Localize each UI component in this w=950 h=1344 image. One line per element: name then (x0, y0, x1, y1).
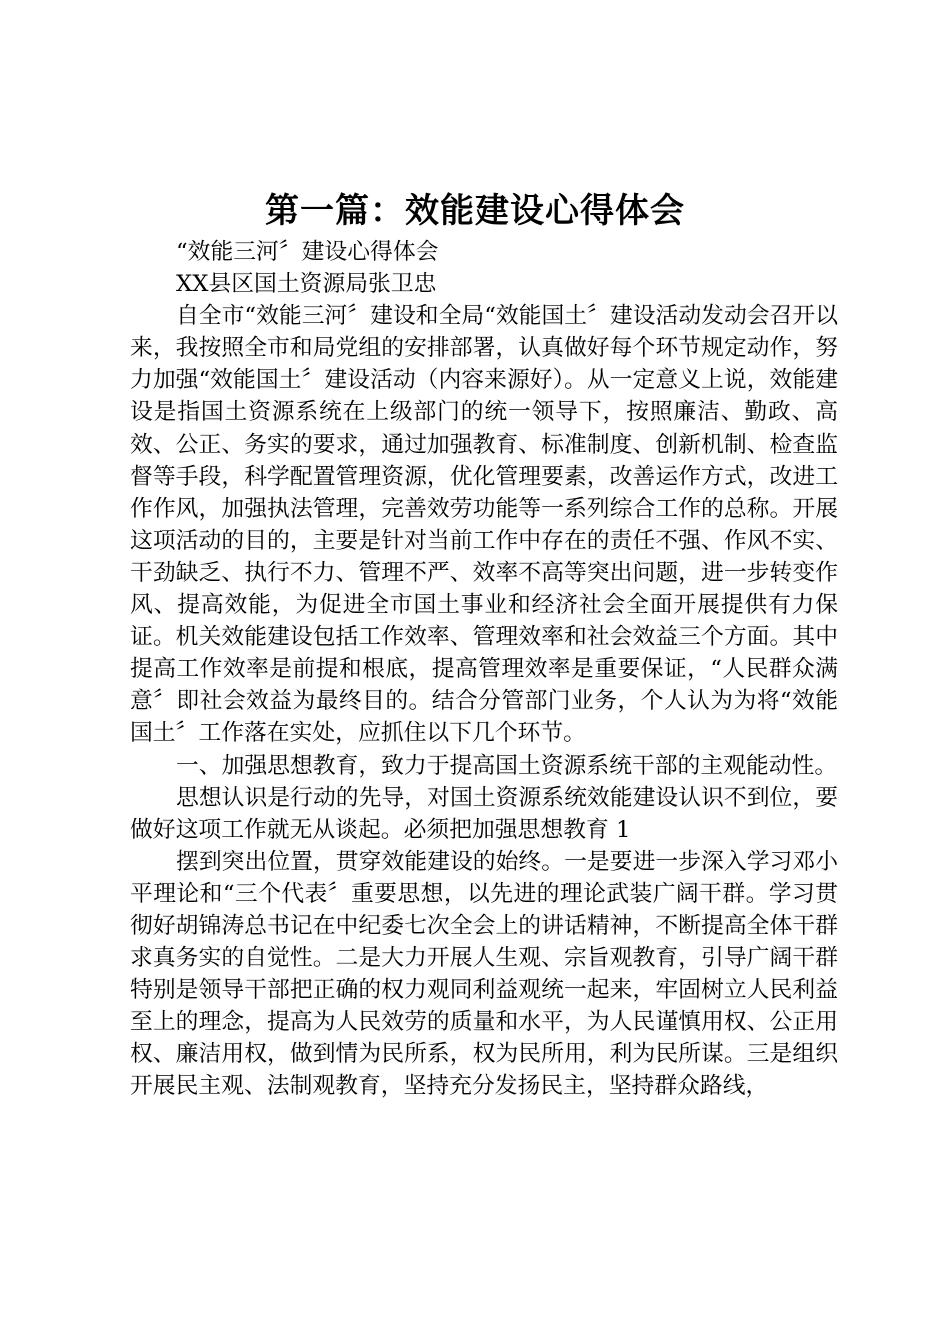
section-heading: 一、加强思想教育，致力于提高国土资源系统干部的主观能动性。 (176, 752, 838, 779)
paragraph: 思想认识是行动的先导，对国土资源系统效能建设认识不到位，要做好这项工作就无从谈起。必须把加强思想教育 1 (130, 784, 838, 843)
subtitle: “效能三河〞建设心得体会 (176, 239, 439, 265)
document-title: 第一篇：效能建设心得体会 (265, 191, 685, 231)
author-line: XX县区国土资源局张卫忠 (176, 271, 437, 298)
paragraph: 摆到突出位置，贯穿效能建设的始终。一是要进一步深入学习邓小平理论和“三个代表〞重要思想，以先进的理论武装广阔干群。学习贯彻好胡锦涛总书记在中纪委七次全会上的讲话精神，不断提高全体干群求真务实的自觉性。二是大力开展人生观、宗旨观教育，引导广阔干群特别是领导干部把正确的权力观同利益观统一起来，牢固树立人民利益至上的理念，提高为人民效劳的质量和水平，为人民谨慎用权、公正用权、廉洁用权，做到情为民所系，权为民所用，利为民所谋。三是组织开展民主观、法制观教育，坚持充分发扬民主，坚持群众路线， (130, 848, 838, 1100)
document-body (130, 236, 838, 1103)
paragraph: 自全市“效能三河〞建设和全局“效能国土〞建设活动发动会召开以来，我按照全市和局党组的安排部署，认真做好每个环节规定动作，努力加强“效能国土〞建设活动（内容来源好）。从一定意义上说，效能建设是指国土资源系统在上级部门的统一领导下，按照廉洁、勤政、高效、公正、务实的要求，通过加强教育、标准制度、创新机制、检查监督等手段，科学配置管理资源，优化管理要素，改善运作方式，改进工作作风，加强执法管理，完善效劳功能等一系列综合工作的总称。开展这项活动的目的，主要是针对当前工作中存在的责任不强、作风不实、干劲缺乏、执行不力、管理不严、效率不高等突出问题，进一步转变作风、提高效能，为促进全市国土事业和经济社会全面开展提供有力保证。机关效能建设包括工作效率、管理效率和社会效益三个方面。其中提高工作效率是前提和根底，提高管理效率是重要保证，“人民群众满意〞即社会效益为最终目的。结合分管部门业务，个人认为为将“效能国土〞工作落在实处，应抓住以下几个环节。 (130, 303, 838, 747)
